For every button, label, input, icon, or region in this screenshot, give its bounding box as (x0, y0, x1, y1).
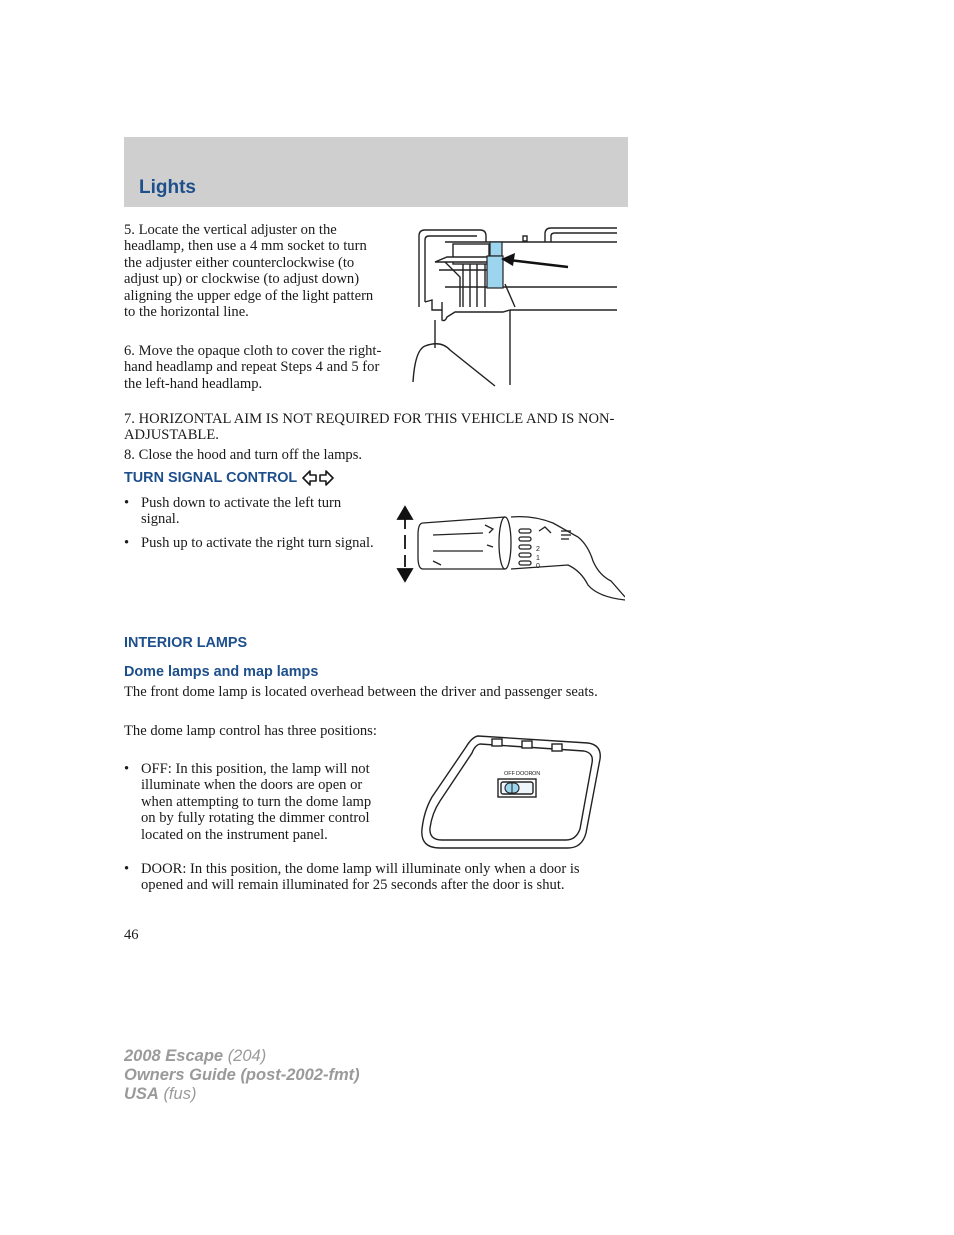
turn-signal-bullet-2-text: Push up to activate the right turn signal. (141, 535, 374, 551)
dome-lamp-intro: The front dome lamp is located overhead between the driver and passenger seats. (124, 684, 598, 700)
turn-signal-bullet-2 (124, 535, 377, 551)
section-header (124, 137, 628, 207)
dome-lamp-bullet-door (124, 861, 621, 894)
switch-label-off: OFF (504, 771, 515, 777)
interior-lamps-heading: INTERIOR LAMPS (124, 635, 248, 651)
dome-lamps-subheading: Dome lamps and map lamps (124, 664, 319, 680)
footer-model-code: (204) (227, 1047, 267, 1065)
turn-signal-right-arrow-icon (320, 471, 333, 485)
turn-signal-arrows (302, 470, 334, 486)
page-number: 46 (124, 927, 139, 943)
step-7-text: 7. HORIZONTAL AIM IS NOT REQUIRED FOR THIS VEHICLE AND IS NON-ADJUSTABLE. (124, 411, 615, 444)
document-footer (124, 1047, 360, 1103)
step-8-text: 8. Close the hood and turn off the lamps. (124, 447, 363, 463)
bullet-dot: • (124, 495, 130, 511)
stalk-label-2: 2 (536, 546, 540, 553)
turn-signal-heading-text: TURN SIGNAL CONTROL (124, 470, 298, 486)
switch-label-on: ON (532, 771, 541, 777)
turn-signal-left-arrow-icon (303, 471, 316, 485)
dome-lamp-positions-intro: The dome lamp control has three positions: (124, 723, 377, 739)
dome-lamp-bullet-off (124, 761, 381, 843)
turn-signal-bullet-1 (124, 495, 377, 528)
step-5-text: 5. Locate the vertical adjuster on the headlamp, then use a 4 mm socket to turn the adjuster either counterclockwise (to adjust up) or clockwise (to adjust down) aligning the upper edge of the light pattern to the horizontal line. (124, 222, 374, 321)
turn-signal-heading (124, 470, 334, 486)
dome-lamp-bullet-off-text: OFF: In this position, the lamp will not illuminate when the doors are open or when attempting to turn the dome lamp on by fully rotating the dimmer control located on the instrument panel. (141, 761, 372, 843)
switch-label-door: DOOR (516, 771, 533, 777)
step-6-text: 6. Move the opaque cloth to cover the right-hand headlamp and repeat Steps 4 and 5 for the left-hand headlamp. (124, 343, 382, 392)
stalk-label-1: 1 (536, 555, 540, 562)
bullet-dot: • (124, 535, 130, 551)
footer-guide: Owners Guide (post-2002-fmt) (124, 1065, 360, 1084)
footer-line-guide (124, 1066, 360, 1085)
footer-market-code: (fus) (163, 1084, 197, 1103)
dome-lamp-bullet-door-text: DOOR: In this position, the dome lamp will illuminate only when a door is opened and will remain illuminated for 25 seconds after the door is shut. (141, 861, 580, 894)
bullet-dot: • (124, 861, 130, 877)
footer-line-market (124, 1085, 360, 1104)
headlamp-adjuster-illustration (405, 222, 620, 388)
bullet-dot: • (124, 761, 130, 777)
stalk-label-0: 0 (536, 563, 540, 570)
footer-line-model (124, 1047, 360, 1066)
dome-lamp-illustration (418, 733, 608, 851)
section-title: Lights (139, 177, 196, 198)
footer-model: 2008 Escape (124, 1047, 224, 1065)
turn-signal-stalk-illustration (393, 505, 625, 605)
footer-market: USA (124, 1084, 159, 1103)
turn-signal-bullet-1-text: Push down to activate the left turn signal. (141, 495, 342, 528)
